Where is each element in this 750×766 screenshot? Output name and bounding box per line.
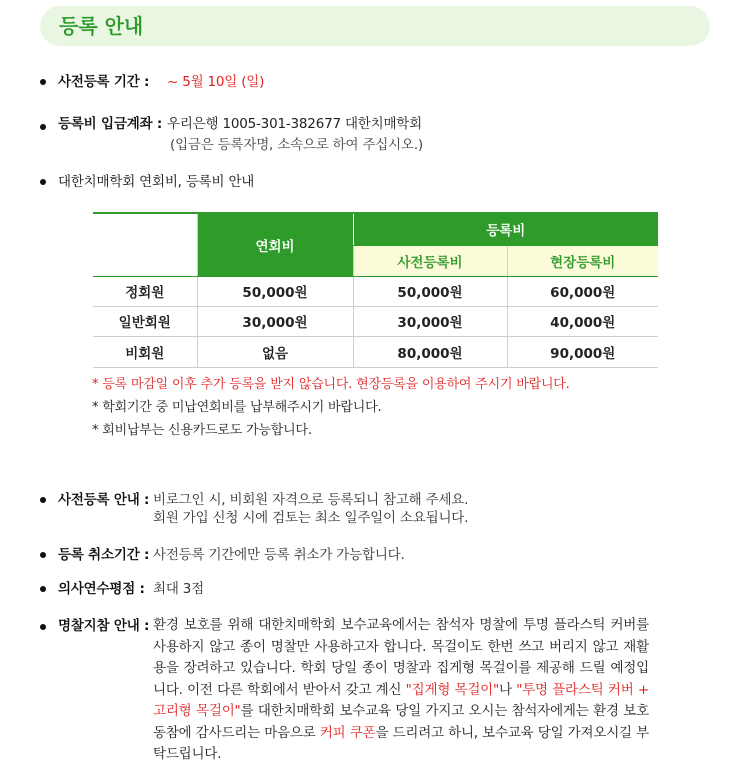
bullet-icon <box>40 586 46 592</box>
nametag-highlight-clip-lanyard: "집게형 목걸이" <box>405 681 500 698</box>
bullet-icon <box>40 497 46 503</box>
row-type: 정회원 <box>93 276 197 306</box>
prereg-period-value: ~ 5월 10일 (일) <box>167 74 265 90</box>
bullet-icon <box>40 624 46 630</box>
row-onsite: 90,000원 <box>507 336 658 367</box>
nametag-text: 을 드리려고 하니, 보수교육 당일 가져오시길 부탁드립니다. <box>153 724 649 762</box>
table-row <box>93 306 658 336</box>
table-row <box>93 276 658 306</box>
bullet-icon <box>40 179 46 185</box>
bank-label: 등록비 입금계좌 : <box>58 116 163 132</box>
nametag-text: 환경 보호를 위해 대한치매학회 보수교육에서는 참석자 명찰에 투명 플라스틱 커버를 사용하지 않고 종이 명찰만 사용하고자 합니다. 목걸이도 한번 쓰고 버리지 않고 재활용을 장려하고 있습니다. 학회 당일 종이 명찰과 집게형 목걸이를 제공해 드릴 예정입니다. 이전 다른 학회에서 받아서 갖고 계신 <box>153 617 649 698</box>
fee-table <box>93 212 658 368</box>
note-unpaid-fee: * 학회기간 중 미납연회비를 납부해주시기 바랍니다. <box>92 400 382 415</box>
row-pre: 80,000원 <box>353 336 507 367</box>
prereg-info-line2: 회원 가입 신청 시에 검토는 최소 일주일이 소요됩니다. <box>153 510 469 526</box>
section-header <box>40 6 710 46</box>
note-credit-card: * 회비납부는 신용카드로도 가능합니다. <box>92 423 312 438</box>
nametag-highlight-cover-lanyard: "투명 플라스틱 커버 + 고리형 목걸이" <box>153 681 650 719</box>
nametag-label: 명찰지참 안내 : <box>58 618 150 634</box>
row-type: 일반회원 <box>93 306 197 336</box>
row-annual: 50,000원 <box>197 276 353 306</box>
row-annual: 30,000원 <box>197 306 353 336</box>
prereg-period-label: 사전등록 기간 : <box>58 74 150 90</box>
table-corner-cell <box>93 213 197 276</box>
prereg-info-line1: 비로그인 시, 비회원 자격으로 등록되니 참고해 주세요. <box>153 492 469 508</box>
credits-value: 최대 3점 <box>153 581 205 597</box>
col-header-annual: 연회비 <box>197 213 353 276</box>
col-header-pre: 사전등록비 <box>353 245 507 276</box>
cancel-label: 등록 취소기간 : <box>58 547 150 563</box>
cancel-value: 사전등록 기간에만 등록 취소가 가능합니다. <box>153 547 405 563</box>
credits-label: 의사연수평점 : <box>58 581 145 597</box>
nametag-paragraph <box>153 615 649 766</box>
prereg-info-label: 사전등록 안내 : <box>58 492 150 508</box>
row-onsite: 40,000원 <box>507 306 658 336</box>
nametag-highlight-coffee-coupon: 커피 쿠폰 <box>319 724 376 741</box>
nametag-text: 를 대한치매학회 보수교육 당일 가지고 오시는 참석자에게는 환경 보호 동참에 감사드리는 마음으로 <box>153 703 649 741</box>
row-onsite: 60,000원 <box>507 276 658 306</box>
row-pre: 50,000원 <box>353 276 507 306</box>
col-header-onsite: 현장등록비 <box>507 245 658 276</box>
bullet-icon <box>40 79 46 85</box>
nametag-text: 나 <box>499 681 517 698</box>
bank-note: (입금은 등록자명, 소속으로 하여 주십시오.) <box>170 137 423 153</box>
col-header-registration: 등록비 <box>353 213 658 245</box>
row-type: 비회원 <box>93 336 197 367</box>
bullet-icon <box>40 552 46 558</box>
table-row <box>93 336 658 367</box>
bullet-icon <box>40 124 46 130</box>
row-annual: 없음 <box>197 336 353 367</box>
bank-value: 우리은행 1005-301-382677 대한치매학회 <box>167 116 422 132</box>
note-deadline: * 등록 마감일 이후 추가 등록을 받지 않습니다. 현장등록을 이용하여 주시기 바랍니다. <box>92 377 570 392</box>
row-pre: 30,000원 <box>353 306 507 336</box>
page-title: 등록 안내 <box>59 14 144 38</box>
fee-intro-label: 대한치매학회 연회비, 등록비 안내 <box>58 174 255 190</box>
